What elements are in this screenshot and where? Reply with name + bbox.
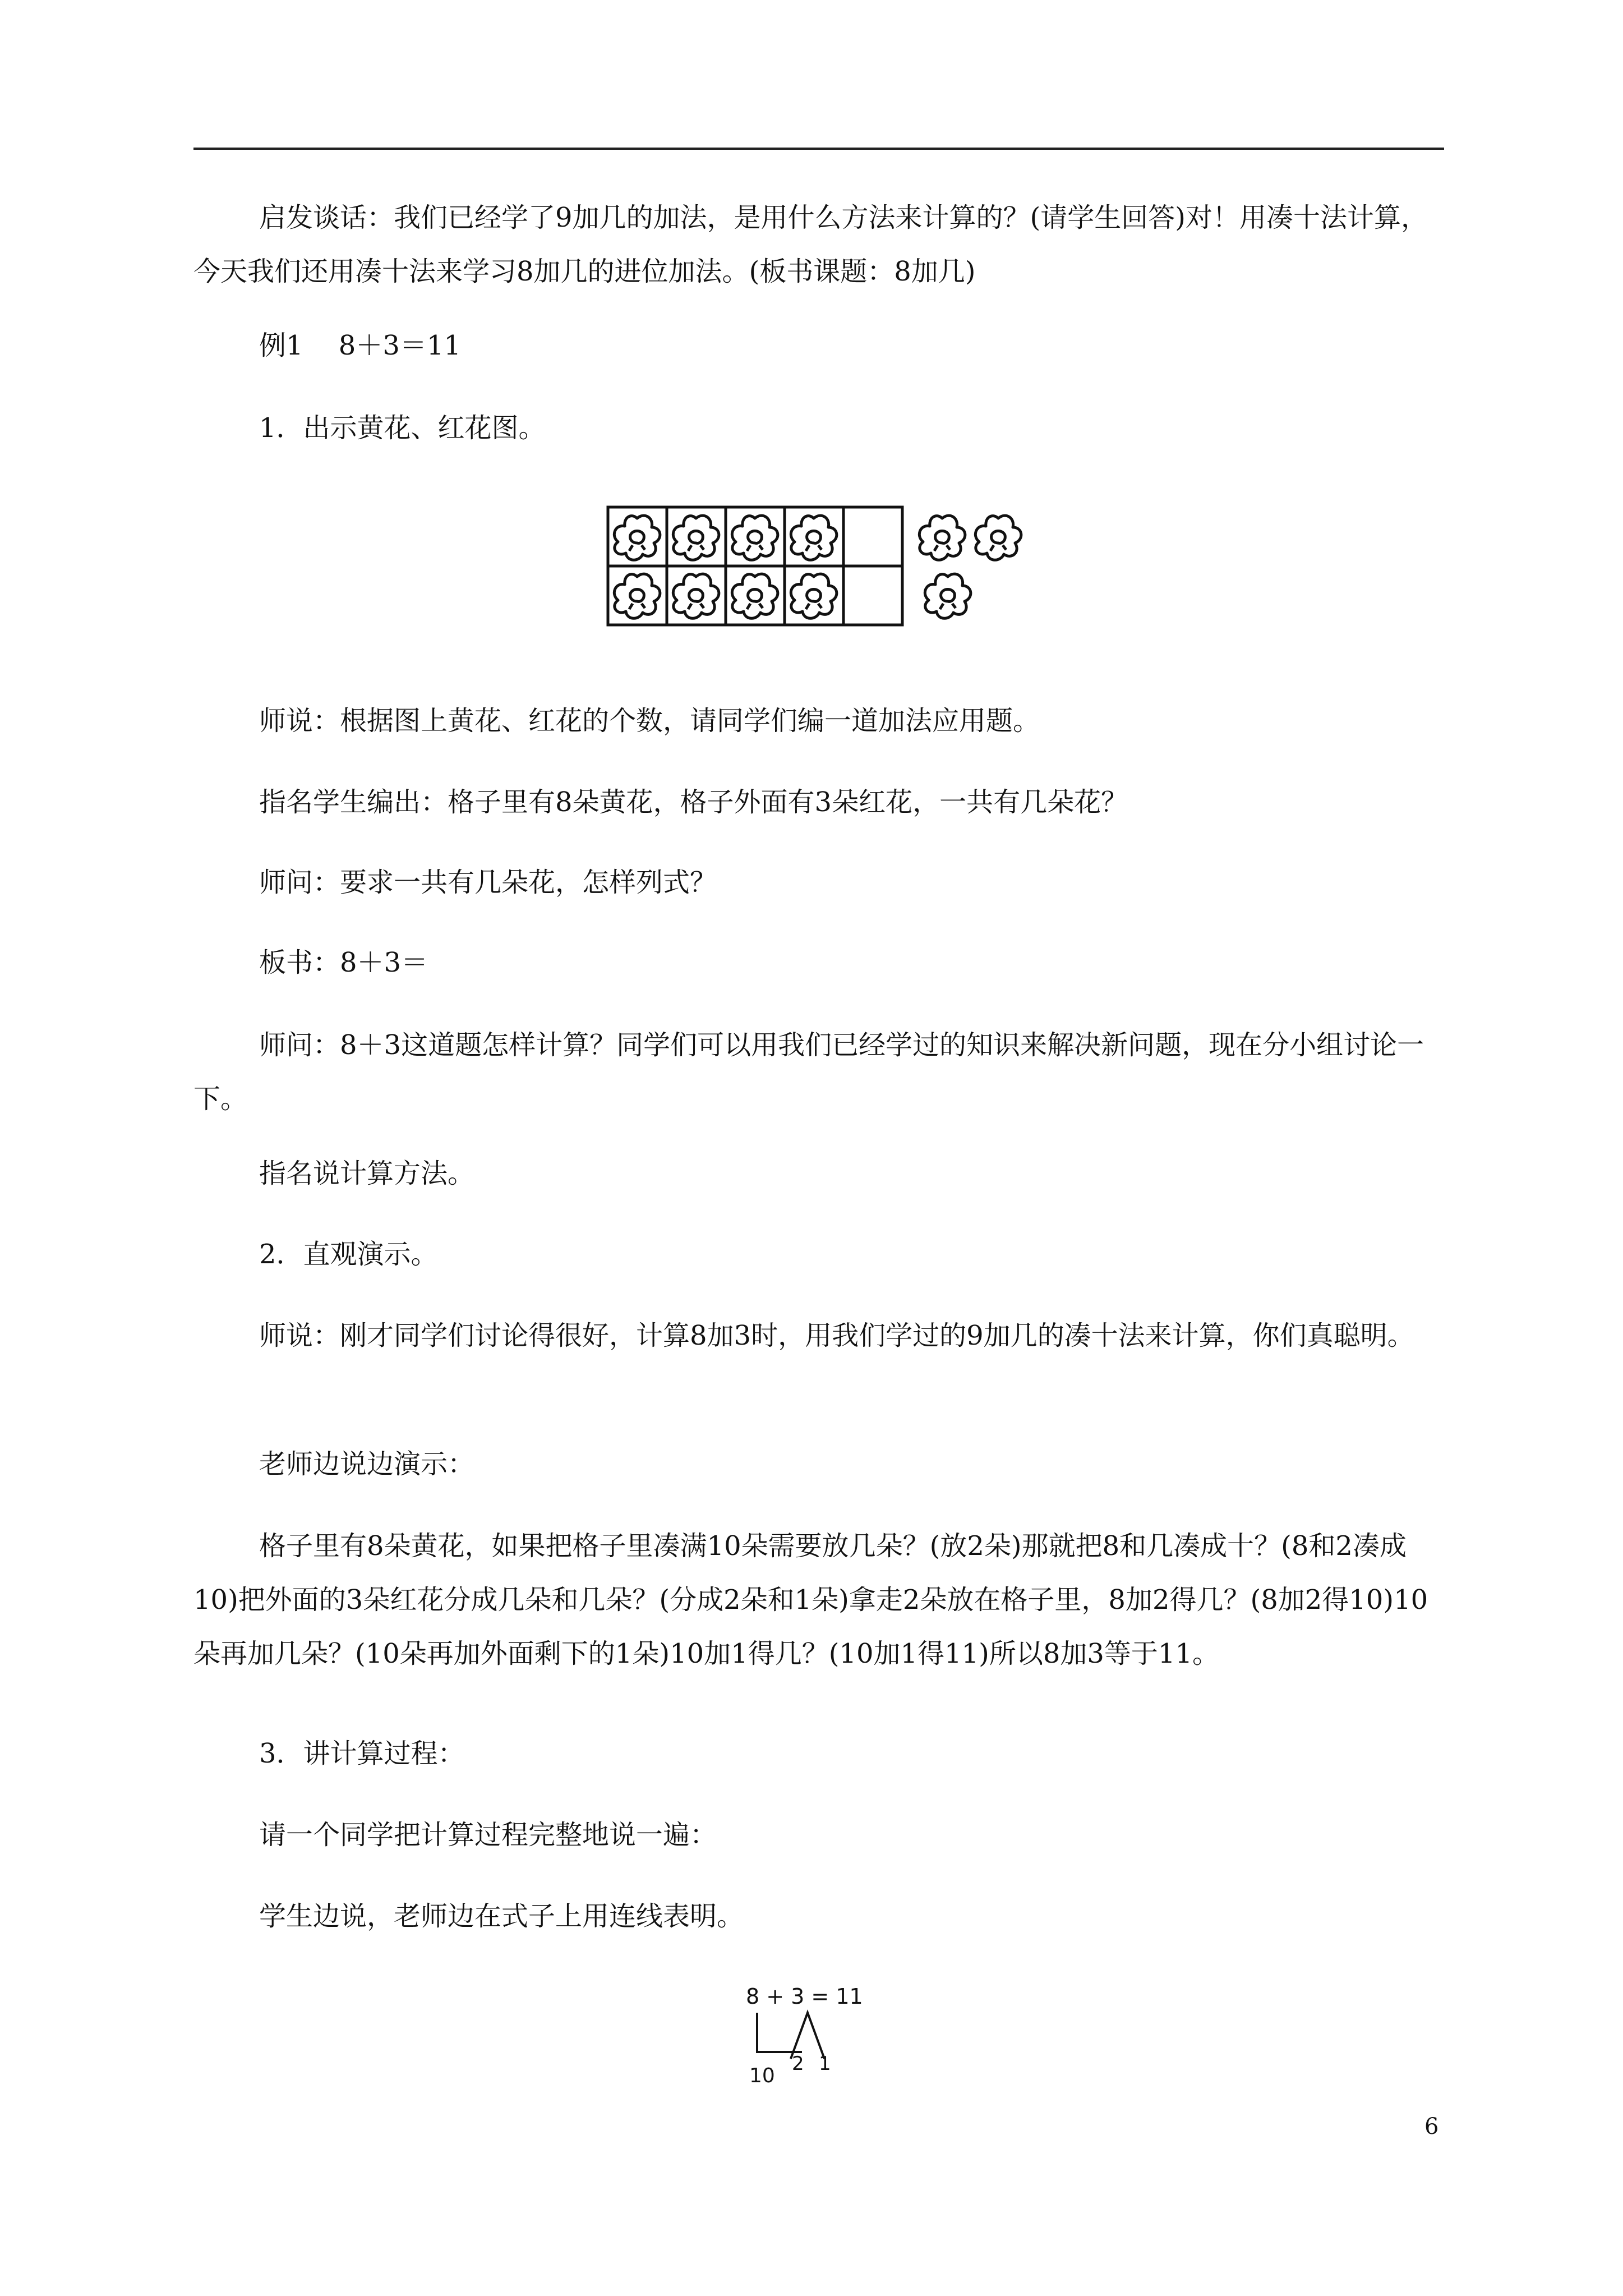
yellow-flower-icon — [614, 574, 660, 618]
equation-text: 8 + 3 = 11 — [746, 1984, 863, 2009]
header-rule — [193, 148, 1444, 150]
paragraph-board: 板书：8＋3＝ — [259, 947, 428, 978]
page-number: 6 — [1424, 2114, 1439, 2139]
red-flower-icon — [919, 516, 965, 560]
paragraph-demo-intro: 老师边说边演示： — [259, 1448, 475, 1480]
paragraph-student-problem: 指名学生编出：格子里有8朵黄花，格子外面有3朵红花，一共有几朵花？ — [259, 786, 1128, 818]
paragraph-discussion: 师问：8＋3这道题怎样计算？同学们可以用我们已经学过的知识来解决新问题，现在分小组讨论一下。 — [193, 1029, 1424, 1115]
yellow-flower-icon — [791, 516, 837, 560]
paragraph-intro: 启发谈话：我们已经学了9加几的加法，是用什么方法来计算的？(请学生回答)对！用凑十法计算，今天我们还用凑十法来学习8加几的进位加法。(板书课题：8加几) — [193, 202, 1428, 287]
split-left-label: 2 — [792, 2053, 804, 2075]
yellow-flower-icon — [673, 574, 719, 618]
yellow-flower-icon — [732, 516, 778, 560]
paragraph-demo: 格子里有8朵黄花，如果把格子里凑满10朵需要放几朵？(放2朵)那就把8和几凑成十？(8和2凑成10)把外面的3朵红花分成几朵和几朵？(分成2朵和1朵)拿走2朵放在格子里，8加2得几？(8加2得10)10朵再加几朵？(10朵再加外面剩下的1朵)10加1得几？(10加1得11)所以8加3等于11。 — [193, 1530, 1428, 1669]
flower-grid-figure — [606, 505, 1032, 628]
paragraph-example: 例1 8＋3＝11 — [259, 330, 461, 361]
split-right-label: 1 — [819, 2053, 831, 2075]
paragraph-method: 指名说计算方法。 — [259, 1158, 475, 1189]
yellow-flower-icon — [673, 516, 719, 560]
paragraph-explain: 请一个同学把计算过程完整地说一遍： — [259, 1819, 717, 1851]
red-flower-icon — [925, 574, 971, 618]
ten-label: 10 — [749, 2064, 775, 2087]
paragraph-step-1: 1．出示黄花、红花图。 — [259, 412, 546, 444]
paragraph-praise: 师说：刚才同学们讨论得很好，计算8加3时，用我们学过的9加几的凑十法来计算，你们真聪明。 — [259, 1320, 1414, 1351]
paragraph-teacher-says: 师说：根据图上黄花、红花的个数，请同学们编一道加法应用题。 — [259, 705, 1040, 737]
yellow-flower-icon — [791, 574, 837, 618]
paragraph-linking: 学生边说，老师边在式子上用连线表明。 — [259, 1901, 744, 1932]
yellow-flower-icon — [614, 516, 660, 560]
red-flower-icon — [975, 516, 1021, 560]
paragraph-step-3: 3．讲计算过程： — [259, 1738, 465, 1769]
paragraph-step-2: 2．直观演示。 — [259, 1239, 438, 1270]
yellow-flower-icon — [732, 574, 778, 618]
paragraph-teacher-asks: 师问：要求一共有几朵花，怎样列式？ — [259, 867, 717, 898]
make-ten-diagram — [746, 1980, 903, 2092]
